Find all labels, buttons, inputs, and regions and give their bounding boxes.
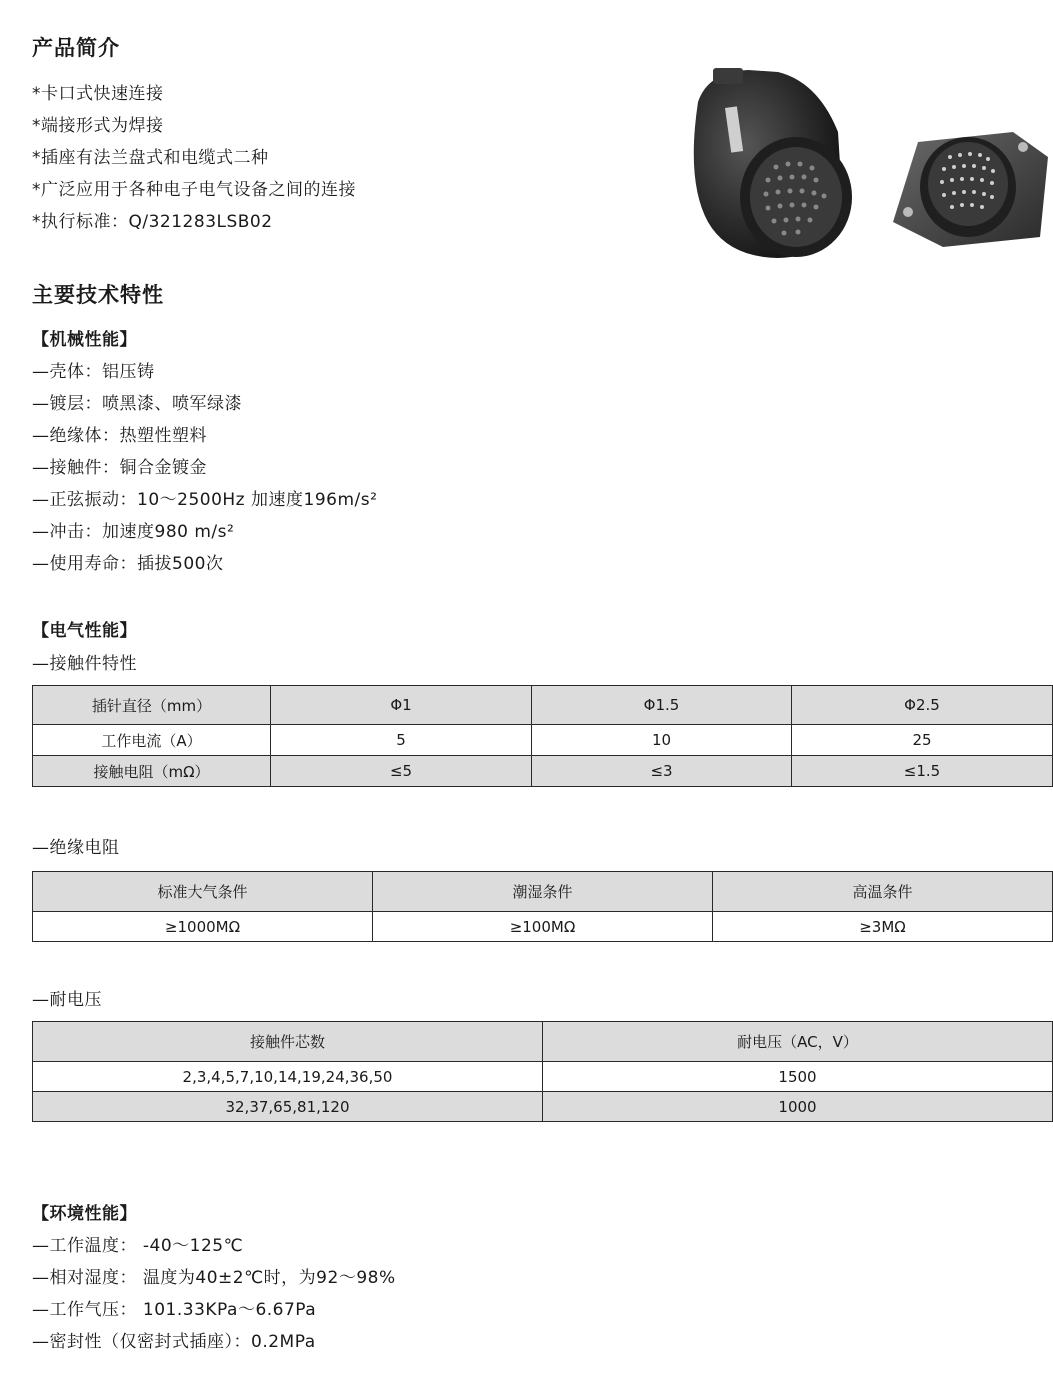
table-cell: ≥100MΩ [373,912,713,942]
table-row [33,686,1053,725]
environment-item: —工作气压： 101.33KPa～6.67Pa [32,1300,317,1320]
intro-bullet: *端接形式为焊接 [32,116,164,136]
insulation-resistance-table [32,871,1053,942]
table-cell: 插针直径（mm） [33,686,271,725]
mechanical-item: —正弦振动：10～2500Hz 加速度196m/s² [32,490,378,510]
intro-bullet: *插座有法兰盘式和电缆式二种 [32,148,269,168]
table-row [33,872,1053,912]
table-cell: ≥3MΩ [713,912,1053,942]
environment-heading: 【环境性能】 [32,1204,137,1224]
table-cell: ≥1000MΩ [33,912,373,942]
table-cell: 高温条件 [713,872,1053,912]
table-row [33,725,1053,756]
contact-characteristics-label: —接触件特性 [32,654,137,674]
environment-item: —密封性（仅密封式插座）：0.2MPa [32,1332,316,1352]
table-cell: 2,3,4,5,7,10,14,19,24,36,50 [33,1062,543,1092]
table-cell: Φ2.5 [792,686,1053,725]
mechanical-item: —使用寿命：插拔500次 [32,554,224,574]
mechanical-item: —镀层：喷黑漆、喷军绿漆 [32,394,242,414]
environment-item: —工作温度： -40～125℃ [32,1236,244,1256]
mechanical-heading: 【机械性能】 [32,330,137,350]
intro-bullet: *广泛应用于各种电子电气设备之间的连接 [32,180,356,200]
mechanical-item: —绝缘体：热塑性塑料 [32,426,207,446]
withstand-voltage-table [32,1021,1053,1122]
table-row [33,1022,1053,1062]
table-cell: ≤1.5 [792,756,1053,787]
connector-product-image [668,62,1053,262]
table-row [33,756,1053,787]
electrical-heading: 【电气性能】 [32,621,137,641]
mechanical-item: —壳体：铝压铸 [32,362,155,382]
table-cell: 25 [792,725,1053,756]
intro-title: 产品简介 [32,36,120,60]
table-cell: 接触电阻（mΩ） [33,756,271,787]
insulation-resistance-label: —绝缘电阻 [32,838,120,858]
table-cell: 32,37,65,81,120 [33,1092,543,1122]
table-cell: ≤5 [271,756,532,787]
intro-bullet: *卡口式快速连接 [32,84,164,104]
table-cell: 5 [271,725,532,756]
contact-characteristics-table [32,685,1053,787]
table-cell: 1000 [543,1092,1053,1122]
receptacle-connector-shape [893,132,1048,247]
table-cell: 1500 [543,1062,1053,1092]
mechanical-item: —接触件：铜合金镀金 [32,458,207,478]
intro-bullet: *执行标准：Q/321283LSB02 [32,212,273,232]
table-cell: 耐电压（AC，V） [543,1022,1053,1062]
table-cell: ≤3 [532,756,792,787]
table-cell: 标准大气条件 [33,872,373,912]
table-cell: 接触件芯数 [33,1022,543,1062]
table-cell: Φ1.5 [532,686,792,725]
plug-connector-shape [694,68,852,258]
mechanical-item: —冲击：加速度980 m/s² [32,522,235,542]
table-row [33,1092,1053,1122]
table-row [33,912,1053,942]
table-cell: 潮湿条件 [373,872,713,912]
table-cell: 工作电流（A） [33,725,271,756]
table-row [33,1062,1053,1092]
table-cell: 10 [532,725,792,756]
specs-title: 主要技术特性 [32,283,164,307]
table-cell: Φ1 [271,686,532,725]
environment-item: —相对湿度： 温度为40±2℃时，为92～98% [32,1268,396,1288]
withstand-voltage-label: —耐电压 [32,990,102,1010]
